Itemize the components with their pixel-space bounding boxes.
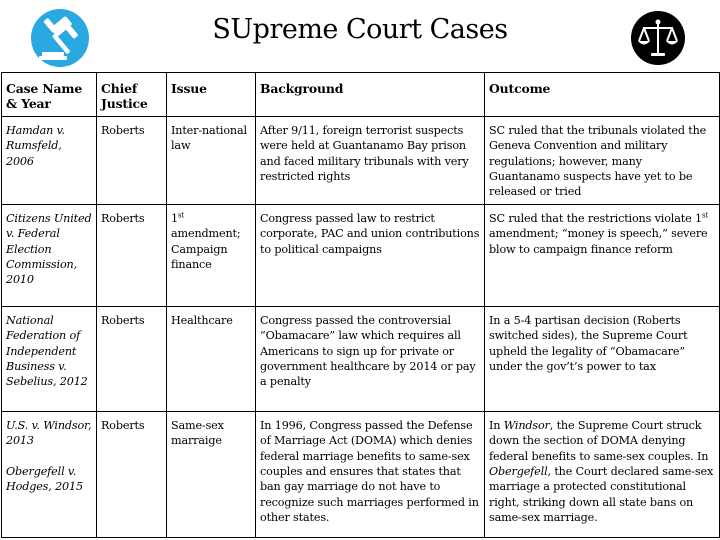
outcome-text: amendment; “money is speech,” severe blow to campaign finance reform <box>489 227 708 256</box>
case-name-windsor: U.S. v. Windsor, 2013 <box>6 418 92 448</box>
outcome <box>485 411 720 537</box>
background: Congress passed the controversial “Obamacare” law which requires all Americans to sign up for private or government healthcare by 2014 or pay a penalty <box>256 306 485 411</box>
issue: Inter-national law <box>167 116 256 204</box>
table-row <box>2 411 720 537</box>
header-issue: Issue <box>167 73 256 117</box>
gavel-icon <box>30 8 90 68</box>
ordinal-suffix: st <box>177 211 185 220</box>
background: After 9/11, foreign terrorist suspects were held at Guantanamo Bay prison and faced military tribunals with very restricted rights <box>256 116 485 204</box>
case-name-obergefell: Obergefell v. Hodges, 2015 <box>6 464 83 494</box>
header-row <box>2 73 720 117</box>
outcome: In a 5-4 partisan decision (Roberts switched sides), the Supreme Court upheld the legality of “Obamacare” under the gov’t’s power to tax <box>485 306 720 411</box>
case-reference: Windsor <box>503 418 550 432</box>
chief-justice: Roberts <box>97 411 167 537</box>
case-name <box>2 411 97 537</box>
header-case-name: Case Name & Year <box>2 73 97 117</box>
outcome-text: SC ruled that the restrictions violate 1 <box>489 211 702 225</box>
issue: Healthcare <box>167 306 256 411</box>
background: In 1996, Congress passed the Defense of Marriage Act (DOMA) which denies federal marriage benefits to same-sex couples and ensures that states that ban gay marriage do not have to recognize such marriages performed in other states. <box>256 411 485 537</box>
outcome-text: , the Court declared same-sex marriage a protected constitutional right, striking down all state bans on same-sex marriage. <box>489 465 714 525</box>
page-title: SUpreme Court Cases <box>212 14 508 45</box>
header-chief-justice: Chief Justice <box>97 73 167 117</box>
scales-of-justice-icon <box>630 10 686 66</box>
outcome: SC ruled that the tribunals violated the Geneva Convention and military regulations; however, many Guantanamo suspects have yet to be released or tried <box>485 116 720 204</box>
header-background: Background <box>256 73 485 117</box>
issue-text: 1 <box>171 211 178 225</box>
issue-text: amendment; Campaign finance <box>171 227 241 272</box>
case-name: National Federation of Independent Business v. Sebelius, 2012 <box>2 306 97 411</box>
case-name: Hamdan v. Rumsfeld, 2006 <box>2 116 97 204</box>
table-row <box>2 306 720 411</box>
ordinal-suffix: st <box>701 211 709 220</box>
outcome <box>485 204 720 306</box>
chief-justice: Roberts <box>97 204 167 306</box>
chief-justice: Roberts <box>97 306 167 411</box>
chief-justice: Roberts <box>97 116 167 204</box>
cases-table <box>1 72 720 538</box>
issue: Same-sex marraige <box>167 411 256 537</box>
background: Congress passed law to restrict corporate, PAC and union contributions to political campaigns <box>256 204 485 306</box>
outcome-text: In <box>489 418 504 432</box>
case-reference: Obergefell <box>489 465 548 479</box>
table-row <box>2 204 720 306</box>
outcome-text: , the Supreme Court struck down the section of DOMA denying federal benefits to same-sex couples. In <box>489 418 709 463</box>
header-outcome: Outcome <box>485 73 720 117</box>
case-name: Citizens United v. Federal Election Commission, 2010 <box>2 204 97 306</box>
issue <box>167 204 256 306</box>
table-row <box>2 116 720 204</box>
